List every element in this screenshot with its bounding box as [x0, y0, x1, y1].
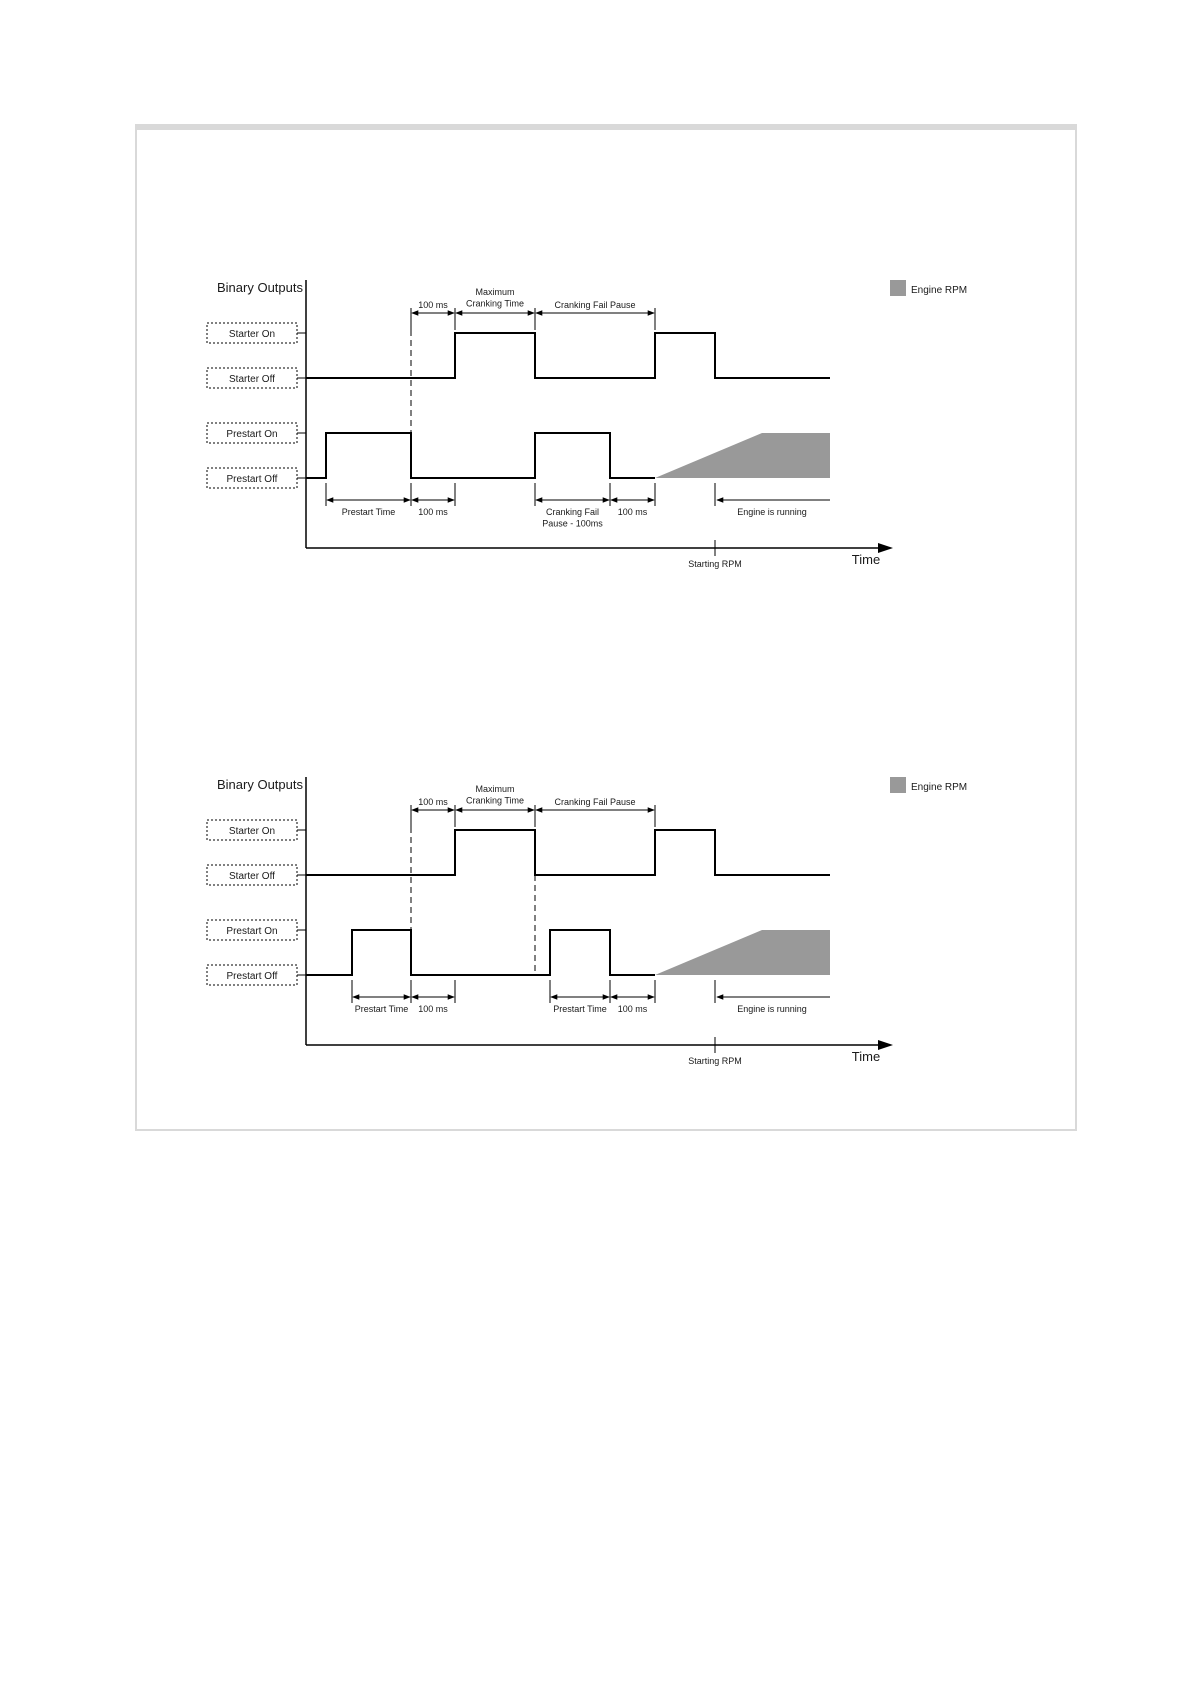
span-label: 100 ms	[617, 507, 648, 517]
starting-rpm-label: Starting RPM	[688, 559, 742, 569]
output-label: Starter On	[228, 329, 276, 340]
timing-diagram-1	[0, 270, 1191, 630]
span-label: Cranking Fail Pause - 100ms	[542, 507, 603, 529]
starter-signal	[306, 830, 830, 875]
span-label: Engine is running	[737, 1004, 807, 1014]
timing-diagram-2	[0, 767, 1191, 1127]
output-label: Prestart Off	[226, 474, 278, 485]
span-label: Maximum Cranking Time	[465, 287, 525, 309]
output-label: Starter Off	[229, 374, 275, 385]
engine-rpm-area	[655, 930, 830, 975]
span-label: 100 ms	[418, 300, 448, 310]
span-label: Cranking Fail Pause	[554, 797, 636, 807]
engine-rpm-area	[655, 433, 830, 478]
starting-rpm-label: Starting RPM	[688, 1056, 742, 1066]
span-label: Prestart Time	[354, 1004, 409, 1014]
span-label: Cranking Fail Pause	[554, 300, 636, 310]
span-label: Engine is running	[737, 507, 807, 517]
span-label: Maximum Cranking Time	[465, 784, 525, 806]
span-label: 100 ms	[617, 1004, 648, 1014]
span-label: Prestart Time	[341, 507, 396, 517]
prestart-signal	[306, 433, 655, 478]
legend-swatch	[890, 280, 906, 296]
output-label: Prestart On	[226, 926, 278, 937]
output-label: Starter Off	[229, 871, 275, 882]
span-label: 100 ms	[418, 797, 448, 807]
x-axis-arrowhead	[878, 543, 893, 553]
span-label: Prestart Time	[553, 1004, 607, 1014]
output-label: Prestart On	[226, 429, 278, 440]
x-axis-arrowhead	[878, 1040, 893, 1050]
x-axis-title: Time	[851, 1049, 881, 1064]
legend-label: Engine RPM	[911, 285, 968, 296]
output-label: Prestart Off	[226, 971, 278, 982]
span-label: 100 ms	[418, 1004, 448, 1014]
x-axis-title: Time	[851, 552, 881, 567]
starter-signal	[306, 333, 830, 378]
y-axis-title: Binary Outputs	[217, 280, 303, 295]
y-axis-title: Binary Outputs	[217, 777, 303, 792]
prestart-signal	[306, 930, 655, 975]
output-label: Starter On	[228, 826, 276, 837]
legend-label: Engine RPM	[911, 782, 968, 793]
span-label: 100 ms	[418, 507, 448, 517]
legend-swatch	[890, 777, 906, 793]
